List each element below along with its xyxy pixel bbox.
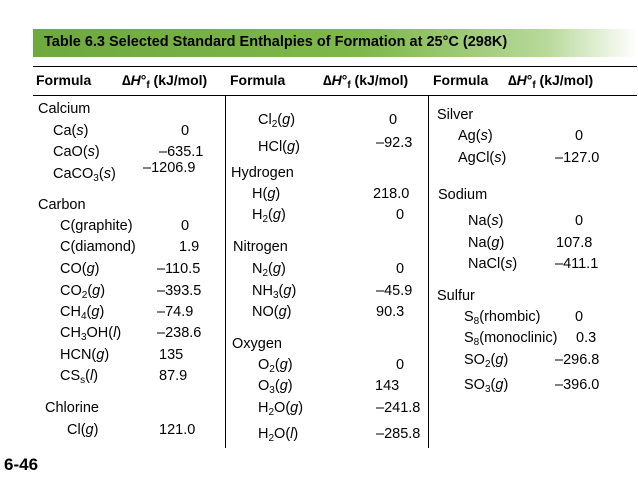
value-h2: 0 <box>396 207 405 223</box>
formula-o3: $O_3(g)$ <box>258 378 293 396</box>
value-na-g: 107.8 <box>556 235 593 251</box>
value-ca: 0 <box>181 123 190 139</box>
formula-cl: Cl(g) <box>67 422 99 438</box>
formula-nh3: $NH_3(g)$ <box>252 283 297 301</box>
group-silver: Silver <box>437 107 474 123</box>
value-hcl: –92.3 <box>376 135 413 151</box>
value-o3: 143 <box>375 378 400 394</box>
value-n2: 0 <box>396 261 405 277</box>
formula-so3: $SO_3(g)$ <box>464 377 509 395</box>
value-s8-rhombic: 0 <box>575 309 584 325</box>
formula-o2: $O_2(g)$ <box>258 357 293 375</box>
value-no: 90.3 <box>376 304 405 320</box>
value-nh3: –45.9 <box>376 283 413 299</box>
value-s8-monoclinic: 0.3 <box>576 330 597 346</box>
col1-header-formula: Formula <box>36 72 92 88</box>
formula-agcl: AgCl(s) <box>458 150 507 166</box>
value-h2o-g: –241.8 <box>376 400 421 416</box>
value-co2: –393.5 <box>157 283 202 299</box>
col3-header-formula: Formula <box>433 72 489 88</box>
value-ch4: –74.9 <box>157 304 194 320</box>
formula-caco3: CaCO$_3$(s) <box>53 166 116 184</box>
value-cao: –635.1 <box>159 144 204 160</box>
value-ag: 0 <box>575 128 584 144</box>
col3-header-enthalpy: $\Delta H^\circ_f$ (kJ/mol) <box>508 72 594 91</box>
table-title: Table 6.3 Selected Standard Enthalpies of Formation at 25°C (298K) <box>44 34 508 50</box>
col1-header-enthalpy: $\Delta H^\circ_f$ (kJ/mol) <box>122 72 208 91</box>
value-ch3oh: –238.6 <box>157 325 202 341</box>
formula-s8-monoclinic: $S_8(monoclinic)$ <box>464 330 558 348</box>
formula-s8-rhombic: $S_8(rhombic)$ <box>464 309 541 327</box>
value-so2: –296.8 <box>555 352 600 368</box>
page-number: 6-46 <box>4 455 39 474</box>
value-na-s: 0 <box>575 213 584 229</box>
formula-h2: $H_2(g)$ <box>252 207 286 225</box>
formula-ch3oh: $CH_3OH(l)$ <box>60 325 122 343</box>
column-divider-1 <box>225 96 226 448</box>
value-h: 218.0 <box>373 186 410 202</box>
header-top-rule <box>33 66 637 67</box>
group-oxygen: Oxygen <box>232 336 282 352</box>
formula-na-s: Na(s) <box>468 213 504 229</box>
formula-c-graphite: C(graphite) <box>60 218 133 234</box>
formula-so2: $SO_2(g)$ <box>464 352 509 370</box>
formula-h: H(g) <box>252 186 281 202</box>
value-c-diamond: 1.9 <box>179 239 200 255</box>
formula-h2o-g: $H_2O(g)$ <box>258 400 304 418</box>
formula-c-diamond: C(diamond) <box>60 239 136 255</box>
value-agcl: –127.0 <box>555 150 600 166</box>
column-divider-2 <box>428 96 429 448</box>
formula-nacl: NaCl(s) <box>468 256 518 272</box>
value-co: –110.5 <box>157 261 201 277</box>
formula-ca: Ca(s) <box>53 123 89 139</box>
value-h2o-l: –285.8 <box>376 426 421 442</box>
formula-h2o-l: $H_2O(l)$ <box>258 426 299 444</box>
group-hydrogen: Hydrogen <box>231 165 294 181</box>
formula-co2: $CO_2(g)$ <box>60 283 106 301</box>
formula-ch4: $CH_4(g)$ <box>60 304 105 322</box>
group-carbon: Carbon <box>38 197 86 213</box>
formula-hcn: HCN(g) <box>60 347 110 363</box>
value-so3: –396.0 <box>555 377 600 393</box>
value-c-graphite: 0 <box>181 218 190 234</box>
formula-ag: Ag(s) <box>458 128 493 144</box>
header-bottom-rule <box>33 95 637 96</box>
formula-no: NO(g) <box>252 304 292 320</box>
value-cs2: 87.9 <box>159 368 188 384</box>
value-caco3: –1206.9 <box>143 160 196 176</box>
formula-n2: $N_2(g)$ <box>252 261 286 279</box>
formula-hcl: HCl(g) <box>258 139 300 155</box>
group-nitrogen: Nitrogen <box>233 239 288 255</box>
formula-cs2: $CS_s(l)$ <box>60 368 99 386</box>
value-hcn: 135 <box>159 347 184 363</box>
value-nacl: –411.1 <box>555 256 599 272</box>
formula-na-g: Na(g) <box>468 235 505 251</box>
group-calcium: Calcium <box>38 101 91 117</box>
value-cl: 121.0 <box>159 422 196 438</box>
formula-cl2: $Cl_2(g)$ <box>258 112 296 130</box>
formula-co: CO(g) <box>60 261 100 277</box>
formula-cao: CaO(s) <box>53 144 100 160</box>
value-cl2: 0 <box>389 112 398 128</box>
group-sulfur: Sulfur <box>437 288 475 304</box>
col2-header-enthalpy: $\Delta H^\circ_f$ (kJ/mol) <box>323 72 409 91</box>
col2-header-formula: Formula <box>230 72 286 88</box>
group-sodium: Sodium <box>438 187 488 203</box>
value-o2: 0 <box>396 357 405 373</box>
group-chlorine: Chlorine <box>45 400 99 416</box>
